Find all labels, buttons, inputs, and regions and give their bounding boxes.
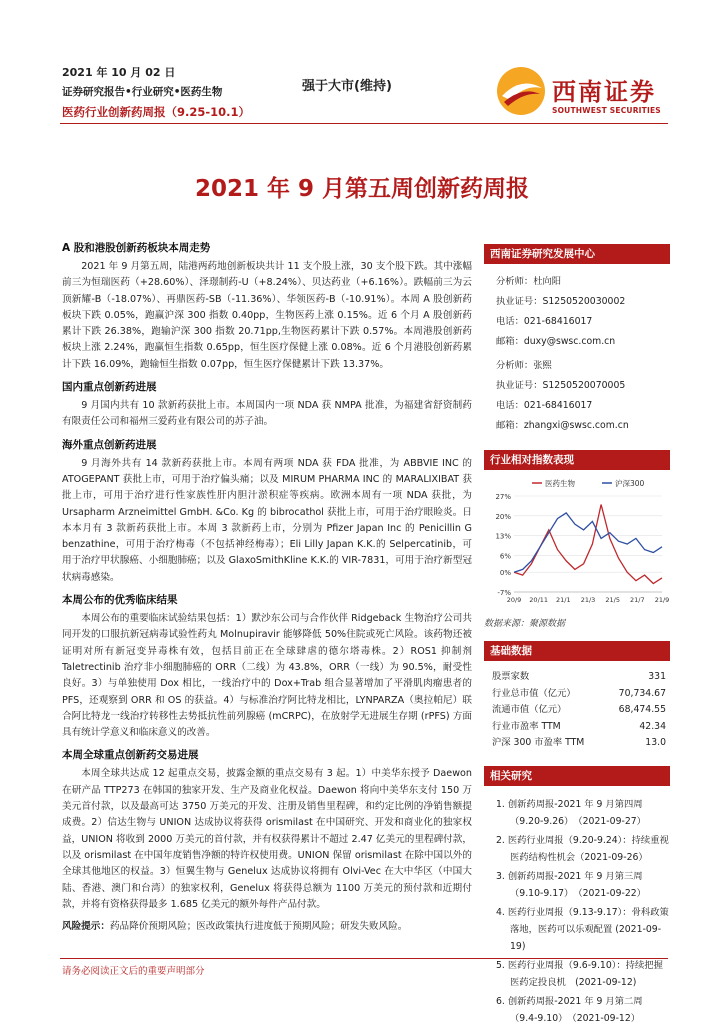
index-chart-svg [484, 474, 670, 614]
x-tick-label: 20/11 [529, 596, 549, 604]
series-line-csi300 [514, 513, 662, 572]
risk-warning [62, 919, 472, 935]
fundamentals-label: 沪深 300 市盈率 TTM [492, 737, 585, 748]
company-logo [496, 66, 676, 120]
logo-name-en: SOUTHWEST SECURITIES [552, 106, 661, 115]
logo-mark-icon [496, 66, 546, 116]
related-research-item[interactable] [496, 904, 670, 955]
y-tick-label: 27% [495, 493, 511, 501]
analyst-card [484, 356, 670, 436]
footer-divider [60, 958, 668, 959]
fundamentals-heading: 基础数据 [484, 641, 670, 661]
fundamentals-row [484, 719, 670, 736]
related-research-title: 6. 创新药周报-2021 年 9 月第二周 [496, 995, 643, 1007]
fundamentals-label: 股票家数 [492, 671, 530, 682]
analyst-license: 执业证号：S1250520030002 [496, 296, 626, 307]
section-market-trend [62, 240, 472, 373]
x-tick-label: 21/1 [556, 596, 571, 604]
section-heading: 本周全球重点创新药交易进展 [62, 749, 199, 762]
report-category: 证券研究报告•行业研究•医药生物 [62, 86, 223, 98]
x-tick-label: 20/9 [506, 596, 522, 604]
related-research-detail: （9.4-9.10） （2021-09-12） [510, 1012, 641, 1024]
fundamentals-table [484, 669, 670, 752]
related-research-title: 2. 医药行业周报（9.20-9.24）：持续重视 [496, 834, 669, 846]
related-research-title: 5. 医药行业周报（9.6-9.10）：持续把握 [496, 959, 663, 971]
x-tick-label: 21/5 [605, 596, 620, 604]
section-paragraph: 2021 年 9 月第五周，陆港两药地创新板块共计 11 支个股上涨，30 支个股下跌。其中涨幅前三为恒瑞医药（+28.60%）、泽璟制药-U（+8.24%）、贝达药业（+6.16%）。跌幅前三为云顶新耀-B（-18.07%）、再鼎医药-SB（-11.36%）、华领医药-B（-10.91%）。本周 A 股创新药板块下跌 0.05%，跑赢沪深 300 指数 0.40pp，生物医药上涨 0.15%。近 6 个月 A 股创新药累计下跌 26.38%，跑输沪深 300 指数 20.71pp,生物医药累计下跌 0.57%。本周港股创新药板块上涨 2.24%，跑赢恒生指数 0.65pp，恒生医疗保健上涨 0.08%。近 6 个月港股创新药累计下跌 16.09%，跑输恒生指数 0.07pp，恒生医疗保健累计下跌 13.37%。 [62, 261, 473, 370]
section-deals [62, 747, 472, 913]
related-research-list [484, 796, 670, 1024]
fundamentals-row [484, 669, 670, 686]
main-content [62, 240, 472, 935]
section-heading: 本周公布的优秀临床结果 [62, 594, 178, 607]
industry-rating: 强于大市(维持) [302, 79, 392, 94]
fundamentals-value: 68,474.55 [618, 704, 666, 715]
analyst-card [484, 272, 670, 352]
analyst-email[interactable]: 邮箱：duxy@swsc.com.cn [496, 336, 616, 347]
section-heading: 国内重点创新药进展 [62, 381, 157, 394]
fundamentals-label: 行业市盈率 TTM [492, 720, 561, 732]
fundamentals-label: 流通市值（亿元） [492, 704, 567, 715]
footer-disclaimer: 请务必阅读正文后的重要声明部分 [62, 966, 205, 977]
index-chart-heading: 行业相对指数表现 [484, 450, 670, 470]
related-research-item[interactable] [496, 796, 670, 830]
section-overseas [62, 437, 472, 586]
section-paragraph: 本周公布的重要临床试验结果包括：1）默沙东公司与合作伙伴 Ridgeback 生物治疗公司共同开发的口服抗新冠病毒试验性药丸 Molnupiravir 能够降低 50%住院或死亡风险。该药物还被证明对所有新冠变异毒株有效，包括目前正在全球肆虐的德尔塔毒株。2）ROS1 抑制剂 Taletrectinib 治疗非小细胞肺癌的 ORR（二线）为 43.8%，ORR（一线）为 90.5%，耐受性良好。3）与单独使用 Dox 相比，一线治疗中的 Dox+Trab 组合显著增加了平滑肌肉瘤患者的 PFS，还观察到 ORR 和 OS 的获益。4）与标准治疗阿比特龙相比，LYNPARZA（奥拉帕尼）联合阿比特龙一线治疗转移性去势抵抗性前列腺癌 (mCRPC)，在放射学无进展生存期 (rPFS) 方面具有统计学意义和临床意义的改善。 [62, 613, 472, 739]
related-research-item[interactable] [496, 868, 670, 902]
logo-name-cn: 西南证券 [552, 77, 656, 106]
section-paragraph: 9 月国内共有 10 款新药获批上市。本周国内一项 NDA 获 NMPA 批准，为福建省舒资制药有限责任公司和福州三爱药业有限公司的苏子油。 [62, 400, 472, 428]
fundamentals-value: 13.0 [645, 737, 666, 748]
x-tick-label: 21/3 [580, 596, 596, 604]
related-research-detail: （9.10-9.17） （2021-09-22） [510, 887, 646, 899]
analyst-phone: 电话：021-68416017 [496, 400, 593, 411]
analyst-name: 分析师：杜向阳 [496, 276, 562, 287]
x-tick-label: 21/7 [630, 596, 645, 604]
header-divider [60, 123, 668, 124]
y-tick-label: 13% [495, 532, 511, 541]
section-paragraph: 本周全球共达成 12 起重点交易，披露金额的重点交易有 3 起。1）中美华东授予 Daewon 在研产品 TTP273 在韩国的独家开发、生产及商业化权益。Daewon 将向中美华东支付 150 万美元首付款，以及最高可达 3750 万美元的开发、注册及销售里程碑，和约定比例的净销售额提成费。2）信达生物与 UNION 达成协议将获得 orismilast 在中国研究、开发和商业化的独家权益，UNION 将收到 2000 万美元的首付款，并有权获得累计不超过 2.47 亿美元的里程碑付款，以及 orismilast 在中国年度销售净额的特许权使用费。UNION 保留 orismilast 在除中国以外的全球其他地区的权益。3）恒翼生物与 Genelux 达成协议将拥有 Olvi-Vec 在大中华区（中国大陆、香港、澳门和台湾）的独家权利，Genelux 将获得总额为 1100 万美元的预付款和近期付款，并将有资格获得最多 1.685 亿美元的额外每件产品付款。 [62, 768, 472, 910]
page-title: 2021 年 9 月第五周创新药周报 [194, 176, 530, 202]
fundamentals-row [484, 702, 670, 719]
fundamentals-value: 42.34 [639, 720, 666, 732]
analyst-license: 执业证号：S1250520070005 [496, 380, 626, 391]
risk-label: 风险提示： [62, 921, 110, 933]
analyst-phone: 电话：021-68416017 [496, 316, 593, 327]
related-research-detail: 医药定投良机 (2021-09-12) [510, 976, 637, 988]
section-heading: 海外重点创新药进展 [62, 438, 157, 451]
related-research-detail: 医药结构性机会（2021-09-26） [510, 851, 648, 863]
x-tick-label: 21/9 [654, 596, 670, 604]
related-research-title: 3. 创新药周报-2021 年 9 月第三周 [496, 870, 643, 882]
y-tick-label: -7% [497, 589, 511, 597]
section-heading: A 股和港股创新药板块本周走势 [62, 242, 211, 254]
section-domestic [62, 379, 472, 431]
fundamentals-value: 331 [648, 671, 666, 682]
related-research-detail: （9.20-9.26） （2021-09-27） [510, 815, 646, 827]
related-research-item[interactable] [496, 957, 670, 991]
analyst-name: 分析师：张熙 [496, 360, 552, 371]
fundamentals-value: 70,734.67 [618, 687, 666, 699]
y-tick-label: 20% [495, 512, 511, 521]
related-research-title: 1. 创新药周报-2021 年 9 月第四周 [496, 798, 643, 810]
related-research-heading: 相关研究 [484, 766, 670, 786]
related-research-detail: 落地，医药可以乐观配置 (2021-09-19) [510, 923, 662, 952]
fundamentals-label: 行业总市值（亿元） [492, 687, 576, 699]
research-center-heading: 西南证券研究发展中心 [484, 244, 670, 264]
y-tick-label: 6% [499, 552, 511, 561]
index-chart [484, 474, 670, 614]
legend-label: 医药生物 [545, 479, 575, 488]
report-subtitle: 医药行业创新药周报（9.25-10.1） [62, 105, 251, 119]
report-date: 2021 年 10 月 02 日 [62, 66, 176, 79]
section-paragraph: 9 月海外共有 14 款新药获批上市。本周有两项 NDA 获 FDA 批准，为 ABBVIE INC 的 ATOGEPANT 获批上市，可用于治疗偏头痛；以及 MIRUM PHARMA INC 的 MARALIXIBAT 获批上市，可用于治疗进行性家族性肝内胆汁淤积症等疾病。欧洲本周有一项 NDA 获批，为 Ursapharm Arzneimittel GmbH. &Co. Kg 的 bibrocathol 获批上市，可用于治疗眼睑炎。日本本月有 3 款新药获批上市。本周 3 款新药上市，分别为 Pfizer Japan Inc 的 Penicillin G benzathine，可用于治疗梅毒（不包括神经梅毒）；Eli Lilly Japan K.K.的 Selpercatinib，可用于治疗甲状腺癌、小细胞肺癌；以及 GlaxoSmithKline K.K.的 VIR-7831，可用于治疗新型冠状病毒感染。 [62, 457, 472, 583]
fundamentals-row [484, 686, 670, 703]
related-research-item[interactable] [496, 832, 670, 866]
related-research-title: 4. 医药行业周报（9.13-9.17）：骨科政策 [496, 906, 669, 918]
related-research-item[interactable] [496, 993, 670, 1024]
fundamentals-row [484, 735, 670, 752]
analyst-email[interactable]: 邮箱：zhangxi@swsc.com.cn [496, 420, 629, 431]
chart-source: 数据来源：聚源数据 [484, 619, 566, 629]
sidebar [484, 244, 670, 1024]
y-tick-label: 0% [499, 569, 511, 578]
section-clinical [62, 592, 472, 741]
legend-label: 沪深300 [615, 479, 645, 488]
risk-text: 药品降价预期风险；医改政策执行进度低于预期风险；研发失败风险。 [109, 921, 408, 933]
